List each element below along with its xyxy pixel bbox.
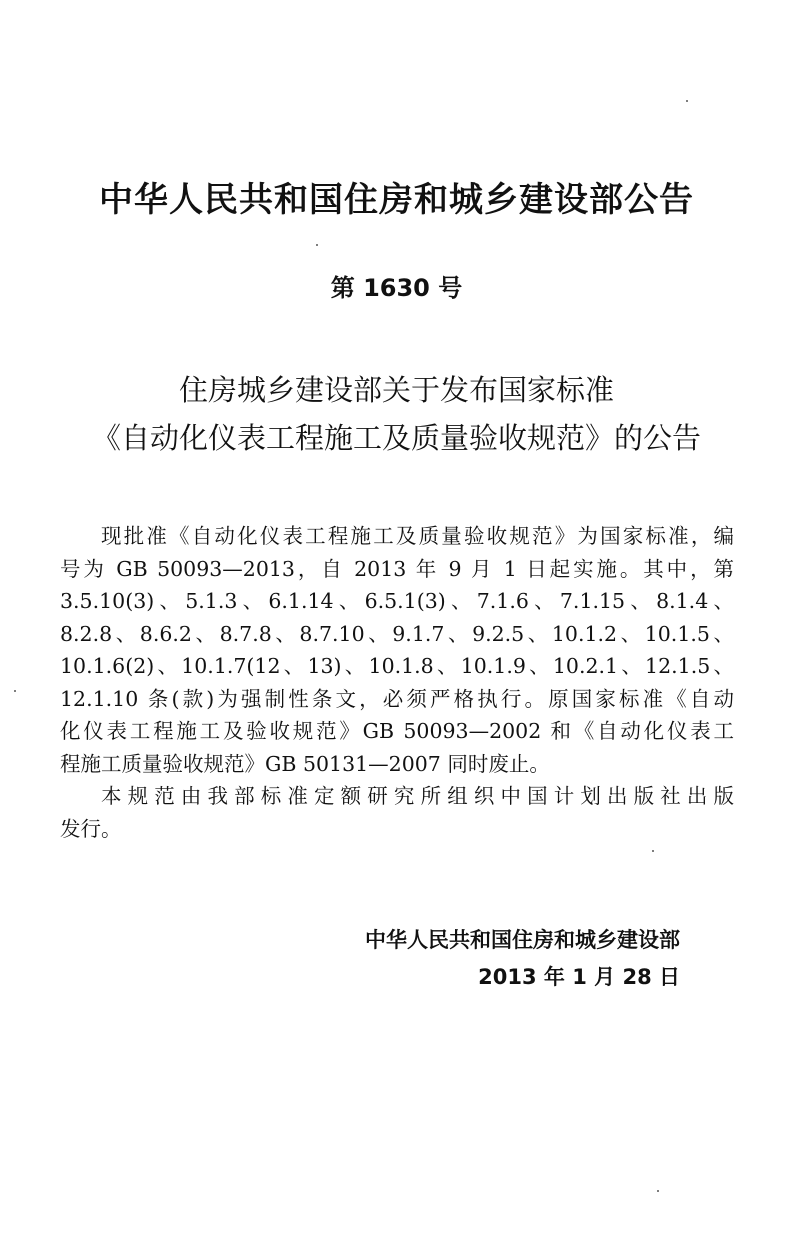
subtitle-line-1: 住房城乡建设部关于发布国家标准 <box>178 373 614 407</box>
subtitle-line-2: 《自动化仪表工程施工及质量验收规范》的公告 <box>91 421 701 455</box>
scan-speck <box>657 1190 659 1192</box>
issue-date: 2013 年 1 月 28 日 <box>478 965 680 989</box>
body-line: 号为 GB 50093—2013，自 2013 年 9 月 1 日起实施。其中，第 <box>60 556 734 581</box>
body-line: 本规范由我部标准定额研究所组织中国计划出版社出版 <box>101 784 734 808</box>
body-line: 现批准《自动化仪表工程施工及质量验收规范》为国家标准，编 <box>101 524 734 548</box>
announcement-body <box>60 520 734 845</box>
announcement-title: 中华人民共和国住房和城乡建设部公告 <box>99 180 694 220</box>
scan-speck <box>316 244 318 246</box>
body-line: 10.1.6(2)、10.1.7(12、13)、10.1.8、10.1.9、10.2.1、12.1.5、 <box>60 654 734 678</box>
scan-speck <box>652 850 654 852</box>
body-line: 3.5.10(3)、5.1.3、6.1.14、6.5.1(3)、7.1.6、7.1.15、8.1.4、 <box>60 589 734 613</box>
signature-block <box>300 922 680 996</box>
notice-number: 第 1630 号 <box>330 274 463 302</box>
scan-speck <box>686 100 688 102</box>
announcement-subtitle <box>0 366 793 462</box>
body-line: 化仪表工程施工及验收规范》GB 50093—2002 和《自动化仪表工 <box>60 719 734 743</box>
body-line: 发行。 <box>60 816 122 841</box>
scan-speck <box>14 690 16 692</box>
body-line: 12.1.10 条(款)为强制性条文，必须严格执行。原国家标准《自动 <box>60 686 734 711</box>
body-line: 程施工质量验收规范》GB 50131—2007 同时废止。 <box>60 751 550 776</box>
issuer-name: 中华人民共和国住房和城乡建设部 <box>365 928 680 952</box>
body-line: 8.2.8、8.6.2、8.7.8、8.7.10、9.1.7、9.2.5、10.1.2、10.1.5、 <box>60 621 734 646</box>
